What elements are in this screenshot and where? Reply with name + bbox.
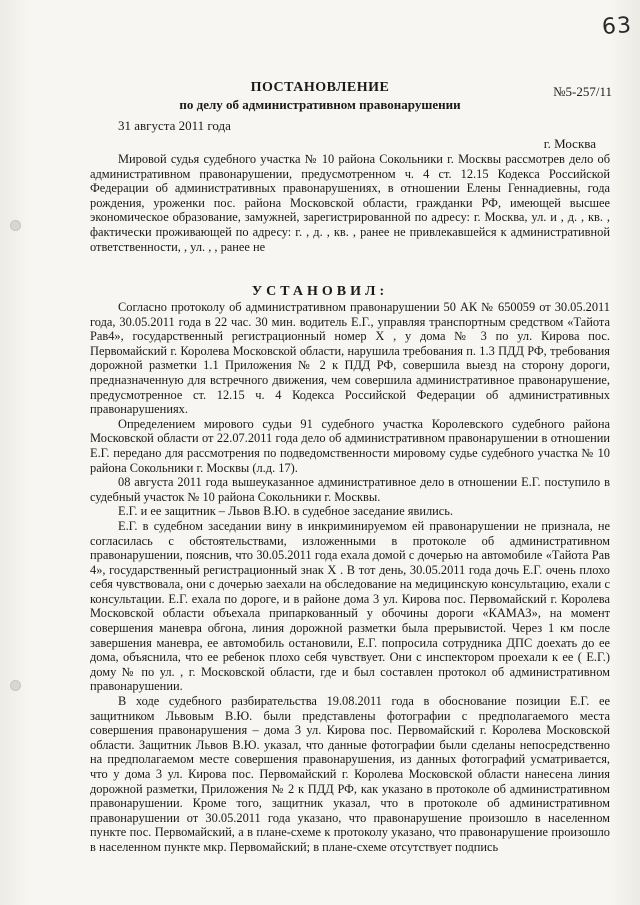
punch-hole [10,680,21,691]
body-paragraph: В ходе судебного разбирательства 19.08.2011 года в обоснование позиции Е.Г. ее защитником Львовым В.Ю. были представлены фотографии с предполагаемого места совершения правонарушения – дома 3 ул. Кирова пос. Первомайский г. Королева Московской области. Защитник Львов В.Ю. указал, что данные фотографии были сделаны непосредственно на предполагаемом месте совершения правонарушения, из данных фотографий усматривается, что у дома 3 ул. Кирова пос. Первомайский г. Королева Московской области нанесена линия дорожной разметки, Приложения № 2 к ПДД РФ, как указано в протоколе об административном правонарушении. Кроме того, защитник указал, что в протоколе об административном правонарушении от 30.05.2011 года указано, что правонарушение произошло в населенном пункте пос. Первомайский, а в плане-схеме к протоколу указано, что правонарушение произошло в населенном пункте мкр. Первомайский; в плане-схеме отсутствует подпись [90,694,610,854]
body-block [90,300,610,855]
document-subtitle: по делу об административном правонарушении [179,97,461,112]
intro-paragraph: Мировой судья судебного участка № 10 района Сокольники г. Москвы рассмотрев дело об административном правонарушении, предусмотренном ч. 4 ст. 12.15 Кодекса Российской Федерации об административных правонарушениях, в отношении Елены Геннадиевны, года рождения, уроженки пос. района Московской области, гражданки РФ, имеющей высшее экономическое образование, замужней, зарегистрированной по адресу: г. Москва, ул. и , д. , кв. , фактически проживающей по адресу: г. , д. , кв. , ранее не привлекавшейся к административной ответственности, , ул. , , ранее не [90,152,610,254]
body-paragraph: Определением мирового судьи 91 судебного участка Королевского судебного района Московской области от 22.07.2011 года дело об административном правонарушении в отношении Е.Г. передано для рассмотрения по подведомственности мировому судье судебного участка № 10 района Сокольники г. Москвы (л.д. 17). [90,416,610,475]
case-number: №5-257/11 [553,84,612,99]
document-title: ПОСТАНОВЛЕНИЕ [250,80,390,95]
document-city: г. Москва [543,136,596,151]
intro-block [90,152,610,254]
body-paragraph: 08 августа 2011 года вышеуказанное административное дело в отношении Е.Г. поступило в судебный участок № 10 района Сокольники г. Москвы. [90,475,610,504]
body-paragraph: Е.Г. в судебном заседании вину в инкриминируемом ей правонарушении не признала, не согласилась с обстоятельствами, изложенными в протоколе об административном правонарушении, пояснив, что 30.05.2011 года ехала домой с дочерью на автомобиле «Тайота Рав 4», государственный регистрационный знак Х . В тот день, 30.05.2011 года дочь Е.Г. очень плохо себя чувствовала, они с дочерью заехали на обследование на медицинскую консультацию, ехали с консультации. Е.Г. ехала по дороге, и в районе дома 3 ул. Кирова пос. Первомайский г. Королева Московской области объехала припаркованный у обочины дороги «КАМАЗ», на момент совершения маневра обгона, линия дорожной разметки была прерывистой. Через 1 км после завершения маневра, ее автомобиль остановили, Е.Г. попросила сотрудника ДПС доехать до ее дома, объяснила, что ее ребенок плохо себя чувствует. Они с инспектором проехали к ее ( Е.Г.) дому № по ул. , г. Московской области, где и был составлен протокол об административном правонарушении. [90,518,610,694]
document-date: 31 августа 2011 года [118,118,231,133]
punch-hole [10,220,21,231]
body-paragraph: Е.Г. и ее защитник – Львов В.Ю. в судебное заседание явились. [118,504,454,519]
section-heading: УСТАНОВИЛ: [251,284,389,299]
handwritten-page-number: 63 [601,12,633,41]
body-paragraph: Согласно протоколу об административном правонарушении 50 АК № 650059 от 30.05.2011 года, 30.05.2011 года в 22 час. 30 мин. водитель Е.Г., управляя транспортным средством «Тайота Рав4», государственный регистрационный номер Х , у дома № 3 по ул. Кирова пос. Первомайский г. Королева Московской области, нарушила требования п. 1.3 ПДД РФ, требования дорожной разметки 1.1 Приложения № 2 к ПДД РФ, совершила выезд на сторону дороги, предназначенную для встречного движения, чем совершила административное правонарушение, предусмотренное ст. 12.15 ч. 4 Кодекса Российской Федерации об административных правонарушениях. [90,300,610,417]
